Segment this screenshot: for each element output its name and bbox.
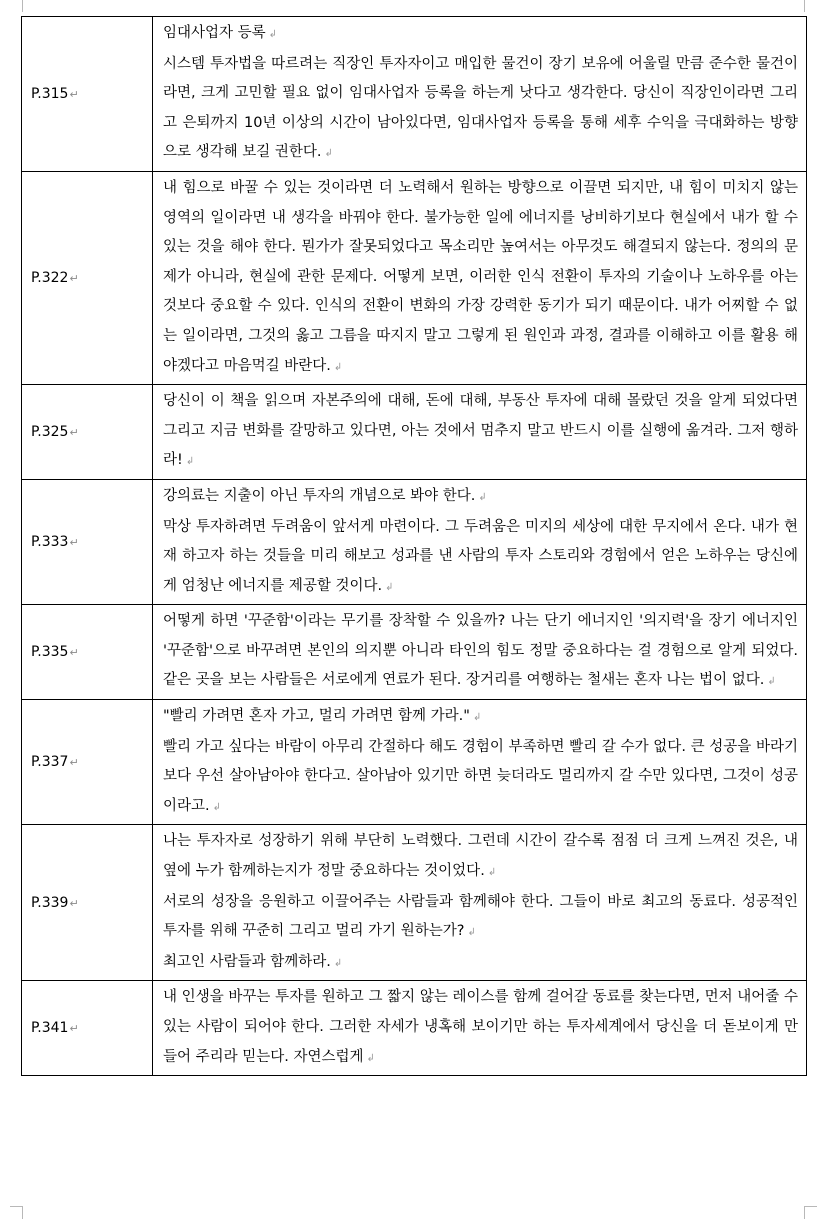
quote-text-cell[interactable] bbox=[153, 700, 807, 825]
quote-paragraph bbox=[163, 387, 798, 477]
return-mark-icon: ↵ bbox=[69, 1022, 79, 1036]
page-number: P.339 bbox=[31, 894, 69, 911]
paragraph-text: 최고인 사람들과 함께하라. bbox=[163, 953, 331, 970]
paragraph-mark-icon: ↲ bbox=[324, 148, 333, 160]
paragraph-text: 서로의 성장을 응원하고 이끌어주는 사람들과 함께해야 한다. 그들이 바로 최고의 동료다. 성공적인 투자를 위해 꾸준히 그리고 멀리 가기 원하는가? bbox=[163, 893, 798, 940]
paragraph-mark-icon: ↲ bbox=[385, 581, 394, 593]
paragraph-mark-icon: ↲ bbox=[487, 867, 497, 879]
quote-text-cell[interactable] bbox=[153, 479, 807, 604]
paragraph-text: 어떻게 하면 '꾸준함'이라는 무기를 장착할 수 있을까? 나는 단기 에너지인 '의지력'을 장기 에너지인 '꾸준함'으로 바꾸려면 본인의 의지뿐 아니라 타인의 힘도 정말 중요하다는 걸 경험으로 알게 되었다. 같은 곳을 보는 사람들은 서로에게 연료가 된다. 장거리를 여행하는 철새는 혼자 나는 법이 없다. bbox=[163, 613, 798, 689]
page-number: P.315 bbox=[31, 85, 69, 102]
paragraph-text: 막상 투자하려면 두려움이 앞서게 마련이다. 그 두려움은 미지의 세상에 대한 무지에서 온다. 내가 현재 하고자 하는 것들을 미리 해보고 성과를 낸 사람의 투자 스토리와 경험에서 얻은 노하우는 당신에게 엄청난 에너지를 제공할 것이다. bbox=[163, 518, 798, 594]
return-mark-icon: ↵ bbox=[69, 646, 79, 660]
page-number: P.325 bbox=[31, 424, 69, 441]
paragraph-mark-icon: ↲ bbox=[467, 927, 476, 939]
paragraph-text: 당신이 이 책을 읽으며 자본주의에 대해, 돈에 대해, 부동산 투자에 대해 몰랐던 것을 알게 되었다면 그리고 지금 변화를 갈망하고 있다면, 아는 것에서 멈추지 말고 반드시 이를 실행에 옮겨라. 그저 행하라! bbox=[163, 393, 798, 469]
quote-paragraph bbox=[163, 513, 798, 603]
quote-text-cell[interactable] bbox=[153, 825, 807, 981]
paragraph-text: 시스템 투자법을 따르려는 직장인 투자자이고 매입한 물건이 장기 보유에 어울릴 만큼 준수한 물건이라면, 크게 고민할 필요 없이 임대사업자 등록을 하는게 낫다고 생각한다. 당신이 직장인이라면 그리고 은퇴까지 10년 이상의 시간이 남아있다면, 임대사업자 등록을 통해 세후 수익을 극대화하는 방향으로 생각해 보길 권한다. bbox=[163, 55, 798, 161]
table-row bbox=[22, 605, 807, 700]
page-number-cell bbox=[22, 17, 153, 172]
paragraph-mark-icon: ↲ bbox=[366, 1052, 375, 1064]
page-number: P.341 bbox=[31, 1020, 69, 1037]
page-number-cell bbox=[22, 825, 153, 981]
page-number: P.335 bbox=[31, 644, 69, 661]
paragraph-text: 임대사업자 등록 bbox=[163, 25, 266, 41]
page-number-cell bbox=[22, 479, 153, 604]
quote-table-body bbox=[22, 17, 807, 1076]
quote-paragraph bbox=[163, 983, 798, 1073]
page-corner-mark bbox=[10, 0, 23, 12]
page-number: P.322 bbox=[31, 270, 69, 287]
paragraph-text: 내 힘으로 바꿀 수 있는 것이라면 더 노력해서 원하는 방향으로 이끌면 되지만, 내 힘이 미치지 않는 영역의 일이라면 내 생각을 바꿔야 한다. 불가능한 일에 에너지를 낭비하기보다 현실에서 내가 할 수 있는 것을 해야 한다. 뭔가가 잘못되었다고 목소리만 높여서는 아무것도 해결되지 않는다. 정의의 문제가 아니라, 현실에 관한 문제다. 어떻게 보면, 이러한 인식 전환이 투자의 기술이나 노하우를 아는 것보다 중요할 수 있다. 인식의 전환이 변화의 가장 강력한 동기가 되기 때문이다. 내가 어찌할 수 없는 일이라면, 그것의 옳고 그름을 따지지 말고 그렇게 된 원인과 과정, 결과를 이해하고 이를 활용 해야겠다고 마음먹길 바란다. bbox=[163, 179, 799, 374]
quote-paragraph bbox=[163, 482, 798, 513]
quote-text-cell[interactable] bbox=[153, 17, 807, 172]
paragraph-mark-icon: ↲ bbox=[767, 676, 776, 688]
page-number: P.333 bbox=[31, 534, 69, 551]
paragraph-text: 내 인생을 바꾸는 투자를 원하고 그 짧지 않는 레이스를 함께 걸어갈 동료를 찾는다면, 먼저 내어줄 수 있는 사람이 되어야 한다. 그러한 자세가 냉혹해 보이기만 하는 투자세계에서 당신을 더 돋보이게 만들어 주리라 믿는다. 자연스럽게 bbox=[163, 989, 798, 1065]
table-row bbox=[22, 479, 807, 604]
quote-paragraph bbox=[163, 888, 798, 948]
return-mark-icon: ↵ bbox=[69, 426, 79, 440]
quote-paragraph bbox=[163, 50, 798, 169]
paragraph-mark-icon: ↲ bbox=[472, 712, 482, 724]
paragraph-mark-icon: ↲ bbox=[333, 361, 343, 373]
table-row bbox=[22, 17, 807, 172]
page-number-cell bbox=[22, 605, 153, 700]
paragraph-mark-icon: ↲ bbox=[185, 456, 195, 468]
return-mark-icon: ↵ bbox=[69, 87, 79, 101]
paragraph-text: "빨리 가려면 혼자 가고, 멀리 가려면 함께 가라." bbox=[163, 708, 470, 725]
paragraph-text: 나는 투자자로 성장하기 위해 부단히 노력했다. 그런데 시간이 갈수록 점점 더 크게 느껴진 것은, 내 옆에 누가 함께하는지가 정말 중요하다는 것이었다. bbox=[163, 833, 798, 880]
quote-text-cell[interactable] bbox=[153, 605, 807, 700]
quote-paragraph bbox=[163, 607, 798, 697]
paragraph-text: 빨리 가고 싶다는 바람이 아무리 간절하다 해도 경험이 부족하면 빨리 갈 수가 없다. 큰 성공을 바라기 보다 우선 살아남아야 한다고. 살아남아 있기만 하면 늦더라도 멀리까지 갈 수만 있다면, 그것이 성공이라고. bbox=[163, 738, 798, 814]
quote-paragraph bbox=[163, 733, 798, 823]
table-row bbox=[22, 700, 807, 825]
paragraph-mark-icon: ↲ bbox=[212, 801, 222, 813]
quote-paragraph bbox=[163, 827, 798, 887]
page-number-cell bbox=[22, 171, 153, 384]
page-number-cell bbox=[22, 981, 153, 1076]
page-number-cell bbox=[22, 385, 153, 480]
paragraph-mark-icon: ↲ bbox=[478, 491, 487, 503]
quote-paragraph bbox=[163, 19, 798, 50]
page-corner-mark bbox=[804, 0, 817, 12]
quote-text-cell[interactable] bbox=[153, 171, 807, 384]
page-corner-mark bbox=[804, 1206, 817, 1219]
paragraph-mark-icon: ↲ bbox=[333, 957, 343, 969]
quote-paragraph bbox=[163, 174, 798, 382]
quote-table bbox=[21, 16, 807, 1076]
quote-paragraph bbox=[163, 702, 798, 733]
return-mark-icon: ↵ bbox=[69, 756, 79, 770]
table-row bbox=[22, 981, 807, 1076]
quote-text-cell[interactable] bbox=[153, 981, 807, 1076]
table-row bbox=[22, 171, 807, 384]
return-mark-icon: ↵ bbox=[69, 272, 79, 286]
page-number: P.337 bbox=[31, 754, 69, 771]
paragraph-text: 강의료는 지출이 아닌 투자의 개념으로 봐야 한다. bbox=[163, 487, 476, 504]
return-mark-icon: ↵ bbox=[69, 896, 79, 910]
quote-text-cell[interactable] bbox=[153, 385, 807, 480]
paragraph-mark-icon: ↲ bbox=[268, 29, 278, 40]
quote-paragraph bbox=[163, 948, 798, 979]
page-number-cell bbox=[22, 700, 153, 825]
table-row bbox=[22, 825, 807, 981]
page-corner-mark bbox=[10, 1206, 23, 1219]
return-mark-icon: ↵ bbox=[69, 536, 79, 550]
table-row bbox=[22, 385, 807, 480]
